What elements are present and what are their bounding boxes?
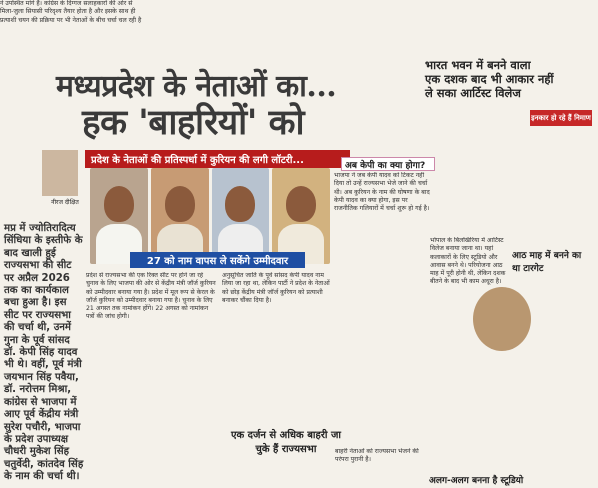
author-photo <box>42 150 78 196</box>
red-tag: इनकार हो रहे हैं निमाण <box>530 110 592 126</box>
top-strip-line: ने उपस्थित मांगे हैं। कांग्रेस के दिग्गज सलाहकारों की ओर से <box>0 0 133 7</box>
politician-photo <box>212 168 270 264</box>
headline-line-1: मध्यप्रदेश के नेताओं का... <box>56 69 337 104</box>
top-strip-line: मिला-जुला सियासी परिदृश्य तैयार होता है और इसके साथ ही <box>0 8 136 16</box>
right-headline-line-3: ले सका आर्टिस्ट विलेज <box>425 86 521 100</box>
top-strip-line: प्रत्याशी चयन की प्रक्रिया पर भी नेताओं के बीच चर्चा चल रही है <box>0 16 142 24</box>
right-headline-line-2: एक दशक बाद भी आकार नहीं <box>425 72 554 86</box>
withdrawal-date-badge: 27 को नाम वापस ले सकेंगे उम्मीदवार <box>130 252 305 268</box>
article-subhead: प्रदेश के नेताओं की प्रतिस्पर्धा में कुरियन की लगी लॉटरी... <box>85 150 350 168</box>
author-caption: नीरज दीक्षित <box>51 199 79 206</box>
headline-line-2: हक 'बाहरियों' को <box>82 102 305 143</box>
politician-photo <box>272 168 330 264</box>
right-article-text: भोपाल के बिलखिरिया में आर्टिस्ट विलेज बनाया जाना था। यहां कलाकारों के लिए स्टूडियो और आवास बनने थे। परियोजना आठ माह में पूरी होनी थी, लेकिन दशक बीतने के बाद भी काम अधूरा है। <box>430 237 506 286</box>
target-subheading: आठ माह में बनने का था टारगेट <box>512 251 582 274</box>
sidebar-question-heading: अब केपी का क्या होगा? <box>341 157 435 171</box>
article-column-1: प्रदेश से राज्यसभा की एक रिक्त सीट पर होने जा रहे चुनाव के लिए भाजपा की ओर से केंद्रीय मंत्री जॉर्ज कुरियन को उम्मीदवार बनाया गया है। प्रदेश में मूल रूप से केरल के जॉर्ज कुरियन को उम्मीदवार बनाया गया है। चुनाव के लिए 21 अगस्त तक नामांकन होंगे। 22 अगस्त को नामांकन पत्रों की जांच होगी। <box>86 272 216 321</box>
studio-caption: अलग-अलग बनना है स्टूडियो <box>429 476 524 486</box>
top-article-strip <box>0 0 598 48</box>
sidebar-question-text: भाजपा ने जब केपी यादव को टिकट नहीं दिया तो उन्हें राज्यसभा भेजे जाने की चर्चा थी। अब कुरियन के नाम की घोषणा के बाद केपी यादव का क्या होगा, इस पर राजनीतिक गलियारों में चर्चा शुरू हो गई है। <box>334 172 430 213</box>
politician-photo <box>90 168 148 264</box>
article-column-2: अनुसूचित जाति के पूर्व सांसद केपी यादव नाम लिया जा रहा था, लेकिन पार्टी ने प्रदेश के नेताओं को छोड़ केंद्रीय मंत्री जॉर्ज कुरियन को प्रत्याशी बनाकर चौंका दिया है। <box>222 272 330 304</box>
article-column-bottom: बाहरी नेताओं को राज्यसभा भेजने की परंपरा पुरानी है। <box>335 448 419 464</box>
politician-photo <box>151 168 209 264</box>
section-heading-rajyasabha: एक दर्जन से अधिक बाहरी जा चुके हैं राज्यसभा <box>230 430 342 455</box>
artist-village-photo <box>473 287 531 351</box>
right-headline-line-1: भारत भवन में बनने वाला <box>425 58 531 72</box>
left-column-text: मप्र में ज्योतिरादित्य सिंधिया के इस्तीफे के बाद खाली हुई राज्यसभा की सीट पर अप्रैल 2026 तक का कार्यकाल बचा हुआ है। इस सीट पर राज्यसभा की चर्चा थी, उनमें गुना के पूर्व सांसद डॉ. केपी सिंह यादव भी थे। वहीं, पूर्व मंत्री जयभान सिंह पवैया, डॉ. नरोत्तम मिश्रा, कांग्रेस से भाजपा में आए पूर्व केंद्रीय मंत्री सुरेश पचौरी, भाजपा के प्रदेश उपाध्यक्ष चौधरी मुकेश सिंह चतुर्वेदी, कांतदेव सिंह के नाम की चर्चा थी। <box>4 223 84 483</box>
politicians-photo-row <box>90 168 330 264</box>
